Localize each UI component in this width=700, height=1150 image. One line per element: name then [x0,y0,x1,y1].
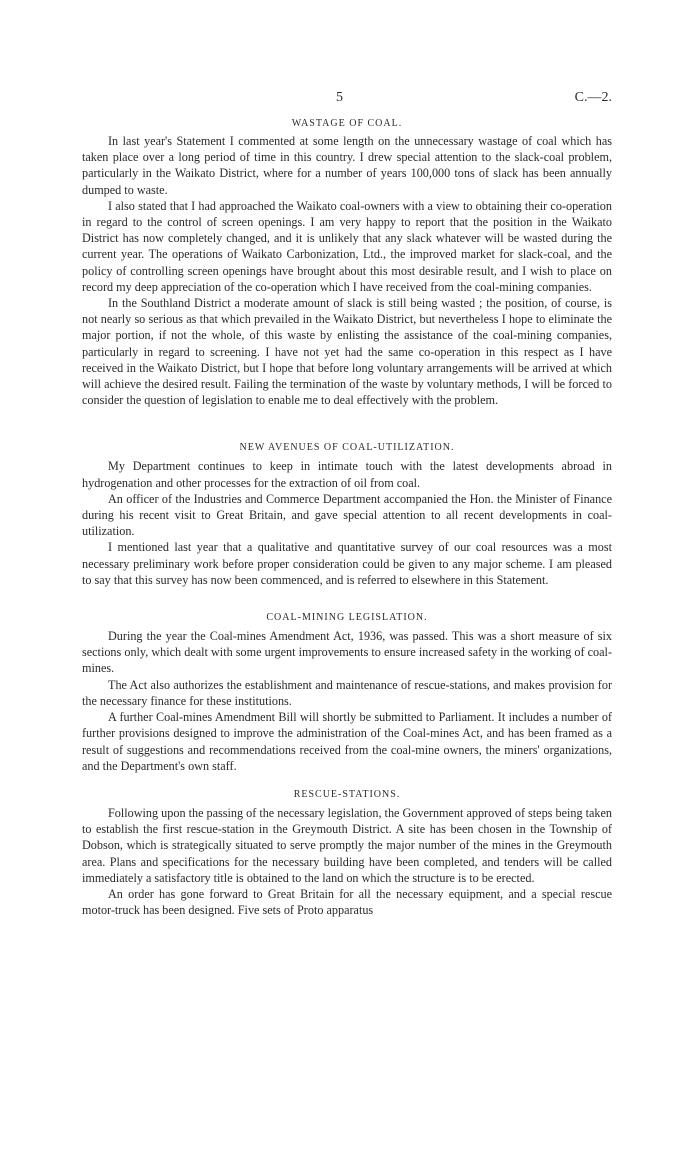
paragraph: A further Coal-mines Amendment Bill will shortly be submitted to Parliament. It includes a number of further provisions designed to improve the administration of the Coal-mines Act, and has been framed as a result of suggestions and recommendations received from the coal-mine owners, the miners' organizations, and the Department's own staff. [82,710,612,773]
page-number: 5 [336,90,343,105]
section-wastage-of-coal [82,116,612,408]
section-heading: RESCUE-STATIONS. [293,788,401,800]
section-heading: COAL-MINING LEGISLATION. [266,612,428,624]
paragraph: In last year's Statement I commented at some length on the unnecessary wastage of coal which has taken place over a long period of time in this country. I drew special attention to the slack-coal problem, particularly in the Waikato District, where for a number of years 100,000 tons of slack has been annually dumped to waste. [82,134,612,197]
paragraph: I also stated that I had approached the Waikato coal-owners with a view to obtaining their co-operation in regard to the control of screen openings. I am very happy to report that the position in the Waikato District has now completely changed, and it is unlikely that any slack whatever will be wasted during the current year. The operations of Waikato Carbonization, Ltd., the improved market for slack-coal, and the policy of controlling screen openings have brought about this most desirable result, and I wish to place on record my deep appreciation of the co-operation which I have received from the coal-mining companies. [82,198,612,294]
paragraph: Following upon the passing of the necessary legislation, the Government approved of steps being taken to establish the first rescue-station in the Greymouth District. A site has been chosen in the Township of Dobson, which is strategically situated to serve promptly the major number of the mines in the Greymouth area. Plans and specifications for the necessary building have been completed, and tenders will be called immediately a satisfactory title is obtained to the land on which the structure is to be erected. [82,805,612,885]
section-heading: NEW AVENUES OF COAL-UTILIZATION. [239,442,455,454]
page-header [82,90,612,112]
paragraph: In the Southland District a moderate amount of slack is still being wasted ; the position, of course, is not nearly so serious as that which prevailed in the Waikato District, but nevertheless I hope to eliminate the major portion, if not the whole, of this waste by enlisting the assistance of the coal-mining companies, particularly in regard to screening. I have not yet had the same co-operation in this respect as I have received in the Waikato District, but I hope that before long voluntary arrangements will be arrived at which will achieve the desired result. Failing the termination of the waste by voluntary methods, I will be forced to consider the question of legislation to enable me to deal effectively with the problem. [82,296,612,408]
paragraph: An officer of the Industries and Commerce Department accompanied the Hon. the Minister of Finance during his recent visit to Great Britain, and gave special attention to all recent developments in coal-utilization. [82,491,612,539]
section-heading: WASTAGE OF COAL. [291,118,403,129]
section-rescue-stations [82,787,612,918]
paragraph: My Department continues to keep in intimate touch with the latest developments abroad in hydrogenation and other processes for the extraction of oil from coal. [82,459,612,490]
paragraph: An order has gone forward to Great Britain for all the necessary equipment, and a special rescue motor-truck has been designed. Five sets of Proto apparatus [82,886,612,918]
document-page [82,90,612,918]
section-coal-mining-legislation [82,610,612,774]
paragraph: I mentioned last year that a qualitative and quantitative survey of our coal resources was a most necessary preliminary work before proper consideration could be given to any major scheme. I am pleased to say that this survey has now been commenced, and is referred to elsewhere in this Statement. [82,540,612,587]
paragraph: During the year the Coal-mines Amendment Act, 1936, was passed. This was a short measure of six sections only, which dealt with some urgent improvements to ensure increased safety in the working of coal-mines. [82,629,612,676]
document-reference: C.—2. [574,90,612,105]
paragraph: The Act also authorizes the establishment and maintenance of rescue-stations, and makes provision for the necessary finance for these institutions. [82,677,612,708]
section-new-avenues [82,440,612,588]
